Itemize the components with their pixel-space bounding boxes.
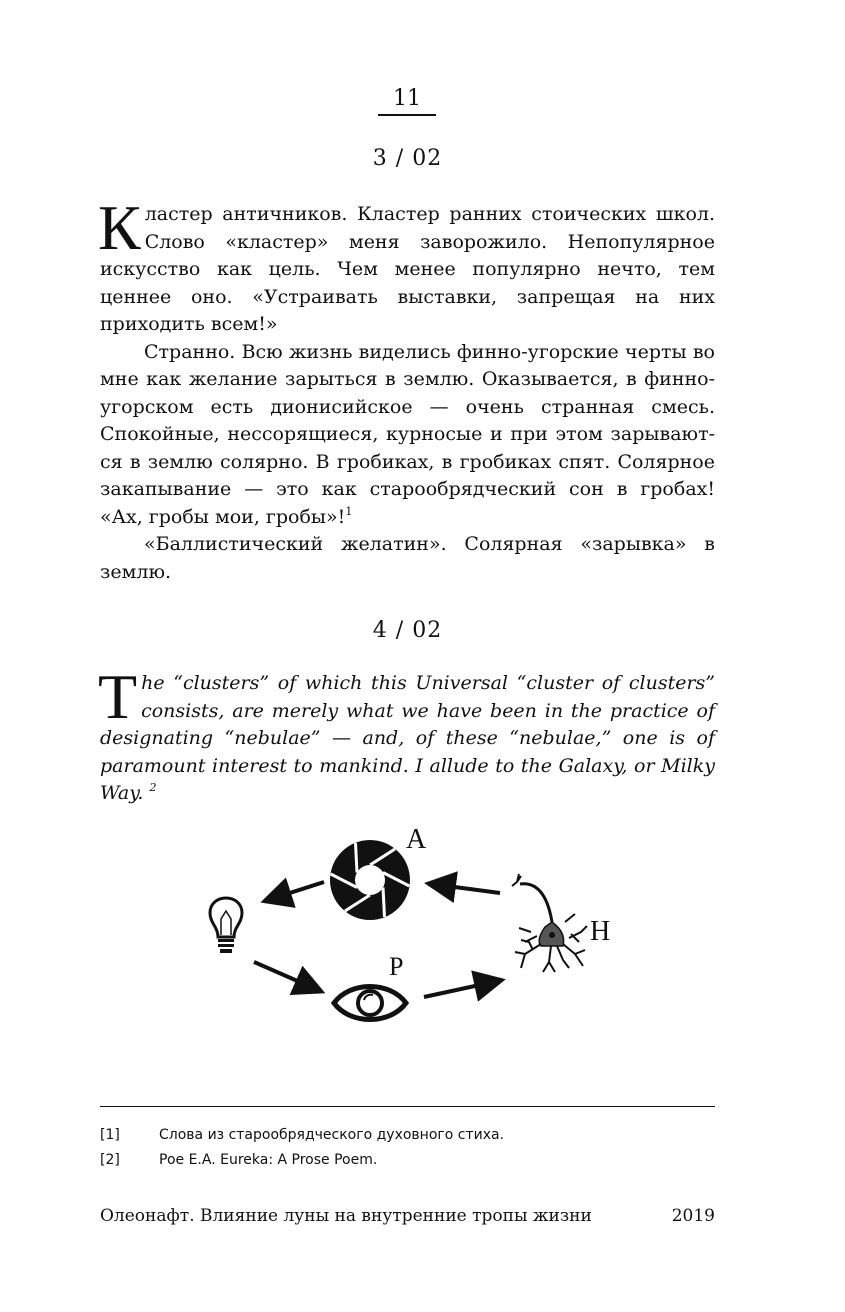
- label-a: A: [406, 824, 427, 855]
- page-number: 11: [378, 86, 436, 116]
- label-p: P: [389, 952, 404, 981]
- paragraph-3-text: «Баллистический желатин». Солярная «зарывка» в землю.: [100, 533, 715, 583]
- arrow-neuron-to-aperture: [432, 884, 500, 893]
- footnote-text: Poe E.A. Eureka: A Prose Poem.: [159, 1151, 378, 1168]
- footnote-ref-2[interactable]: 2: [149, 781, 157, 794]
- dropcap-k: К: [98, 192, 141, 263]
- footnote-mark: [1]: [100, 1126, 120, 1143]
- aperture-icon: [330, 840, 410, 920]
- page-footer: [100, 1206, 715, 1226]
- footnote-ref-1[interactable]: 1: [345, 504, 353, 518]
- dropcap-t: T: [98, 661, 138, 732]
- neuron-icon: [512, 874, 587, 972]
- section-body-4-02: [98, 661, 715, 808]
- lightbulb-icon: [210, 898, 242, 953]
- footnote-divider: [100, 1106, 715, 1107]
- publication-year: 2019: [671, 1206, 715, 1226]
- paragraph-3: [100, 531, 715, 586]
- paragraph-1-text: ластер античников. Кластер ранних стоических школ. Слово «кластер» меня заворожило. Непопулярное искусство как цель. Чем менее популярно нечто, тем ценнее оно. «Устраивать выставки, запрещая на них приходить всем!»: [100, 203, 715, 335]
- paragraph-quote: [98, 661, 715, 808]
- section-heading-3-02: 3 / 02: [372, 146, 443, 171]
- arrow-bulb-to-eye: [254, 962, 318, 990]
- paragraph-2: [100, 339, 715, 532]
- arrow-aperture-to-bulb: [268, 882, 324, 900]
- paragraph-2-text: Странно. Всю жизнь виделись финно-угорские черты во мне как желание зарыться в землю. Оказывается, в финно-угорском есть дионисийское — очень странная смесь. Спокойные, нессорящиеся, курносые и при этом зарываются в землю солярно. В гробиках, в гробиках спят. Солярное закапывание — это как старообрядческий сон в гробах! «Ах, гробы мои, гробы»!: [100, 340, 715, 528]
- eye-icon: [334, 987, 406, 1020]
- footnotes: [100, 1122, 715, 1172]
- quote-text: he “clusters” of which this Universal “cluster of clusters” consists, are merely what we have been in the practice of designating “nebulae” — and, of these “nebulae,” one is of paramount interest to mankind. I allude to the Galaxy, or Milky Way.: [100, 672, 715, 804]
- footnote-mark: [2]: [100, 1151, 120, 1168]
- book-title: Олеонафт. Влияние луны на внутренние тропы жизни: [100, 1206, 592, 1226]
- label-h: H: [590, 916, 611, 947]
- cycle-diagram: [0, 810, 845, 1040]
- section-body-3-02: [98, 192, 715, 586]
- footnote-2: [100, 1147, 715, 1172]
- footnote-1: [100, 1122, 715, 1147]
- arrow-eye-to-neuron: [424, 981, 498, 997]
- section-heading-4-02: 4 / 02: [372, 618, 443, 643]
- footnote-text: Слова из старообрядческого духовного стиха.: [159, 1126, 505, 1143]
- paragraph-1: [98, 192, 715, 339]
